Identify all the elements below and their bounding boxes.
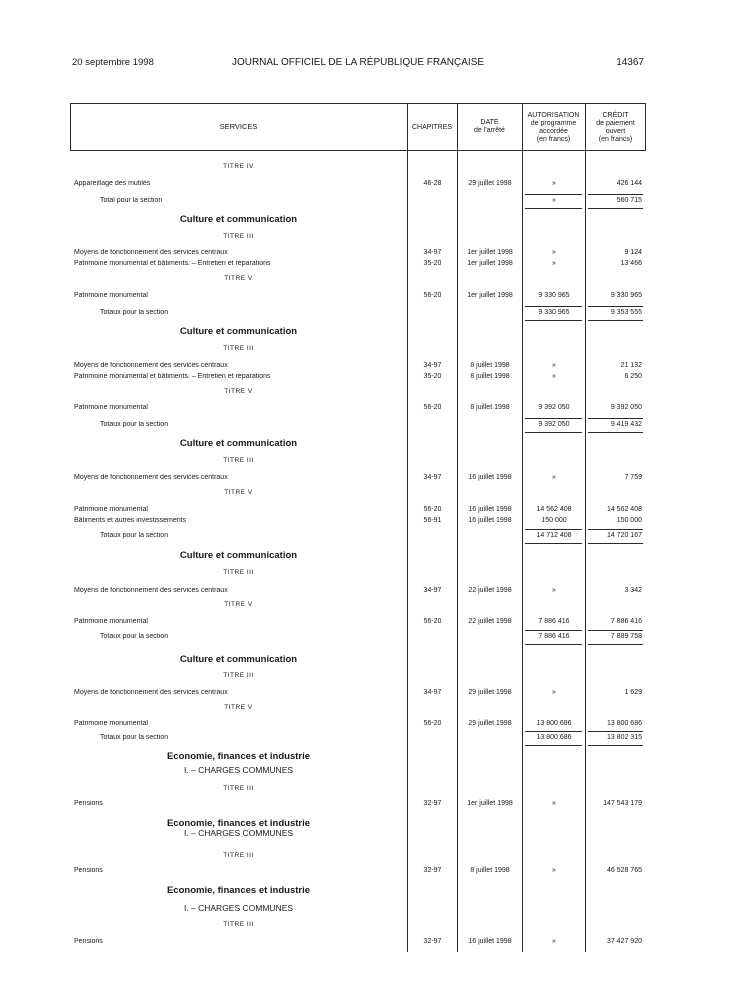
line-label <box>74 800 401 807</box>
autorisation-cell: 9 330 965 <box>538 309 570 316</box>
label-text: Patrimoine monumental <box>74 292 148 299</box>
label-text: Moyens de fonctionnement des services centraux <box>74 474 228 481</box>
section-title: Culture et communication <box>179 214 298 225</box>
autorisation-cell: » <box>552 373 556 380</box>
section-subtitle: I. – CHARGES COMMUNES <box>183 903 294 913</box>
date-cell: 8 juillet 1998 <box>470 362 510 369</box>
autorisation-cell: » <box>552 587 556 594</box>
credit-cell: 560 715 <box>616 197 642 204</box>
credit-cell: 9 353 555 <box>610 309 642 316</box>
total-label <box>100 633 401 640</box>
line-label <box>74 517 401 524</box>
amount-rule <box>588 320 643 321</box>
chapitre-cell: 35-20 <box>423 260 442 267</box>
label-text: Moyens de fonctionnement des services centraux <box>74 249 228 256</box>
amount-rule <box>525 731 582 732</box>
col-header-autorisation-line2: de programme <box>530 120 577 127</box>
table-top-border <box>70 103 646 104</box>
autorisation-cell: 9 392 050 <box>538 404 570 411</box>
credit-cell: 9 330 965 <box>610 292 642 299</box>
credit-cell: 13 466 <box>620 260 642 267</box>
credit-cell: 21 132 <box>620 362 642 369</box>
dot-leader <box>74 871 401 872</box>
chapitre-cell: 32-97 <box>423 938 442 945</box>
credit-cell: 13 800 686 <box>606 720 642 727</box>
credit-cell: 147 543 179 <box>603 800 642 807</box>
titre-heading: TITRE III <box>223 457 254 464</box>
section-subtitle: I. – CHARGES COMMUNES <box>183 828 294 838</box>
section-title: Culture et communication <box>179 326 298 337</box>
col-sep-credit <box>585 103 586 952</box>
line-label <box>74 362 401 369</box>
autorisation-cell: 14 712 408 <box>536 532 572 539</box>
credit-cell: 14 562 408 <box>606 506 642 513</box>
total-label <box>100 421 401 428</box>
credit-cell: 14 720 167 <box>606 532 642 539</box>
chapitre-cell: 34-97 <box>423 587 442 594</box>
autorisation-cell: 14 562 408 <box>536 506 572 513</box>
chapitre-cell: 34-97 <box>423 474 442 481</box>
titre-heading: TITRE IV <box>223 163 254 170</box>
amount-rule <box>525 306 582 307</box>
date-cell: 8 juillet 1998 <box>470 404 510 411</box>
section-title: Economie, finances et industrie <box>166 818 311 829</box>
chapitre-cell: 56-91 <box>423 517 442 524</box>
titre-heading: TITRE III <box>223 345 254 352</box>
label-text: Totaux pour la section <box>100 633 169 640</box>
amount-rule <box>588 630 643 631</box>
header-date: 20 septembre 1998 <box>72 57 154 68</box>
titre-heading: TITRE III <box>223 569 254 576</box>
date-cell: 8 juillet 1998 <box>470 867 510 874</box>
label-text: Moyens de fonctionnement des services centraux <box>74 587 228 594</box>
total-label <box>100 532 401 539</box>
autorisation-cell: » <box>552 249 556 256</box>
col-header-date <box>457 119 522 135</box>
credit-cell: 46 528 765 <box>606 867 642 874</box>
autorisation-cell: 13 800 686 <box>536 734 572 741</box>
label-text: Pensions <box>74 867 103 874</box>
col-header-credit-line3: ouvert <box>605 128 626 135</box>
autorisation-cell: » <box>552 800 556 807</box>
amount-rule <box>588 208 643 209</box>
autorisation-cell: 13 800 686 <box>536 720 572 727</box>
amount-rule <box>525 194 582 195</box>
credit-cell: 1 629 <box>624 689 642 696</box>
col-header-autorisation-line3: accordée <box>539 128 568 135</box>
line-label <box>74 474 401 481</box>
chapitre-cell: 56-20 <box>423 506 442 513</box>
credit-cell: 150 000 <box>616 517 642 524</box>
col-header-credit-line1: CRÉDIT <box>602 112 629 119</box>
date-cell: 16 juillet 1998 <box>468 474 512 481</box>
line-label <box>74 260 401 267</box>
titre-heading: TITRE III <box>223 785 254 792</box>
amount-rule <box>588 731 643 732</box>
amount-rule <box>588 644 643 645</box>
label-text: Moyens de fonctionnement des services centraux <box>74 689 228 696</box>
col-header-credit-line4: (en francs) <box>598 136 633 143</box>
col-sep-chapitres <box>407 103 408 952</box>
section-title: Economie, finances et industrie <box>166 885 311 896</box>
autorisation-cell: » <box>552 260 556 267</box>
amount-rule <box>588 306 643 307</box>
amount-rule <box>525 543 582 544</box>
autorisation-cell: » <box>552 474 556 481</box>
section-title: Culture et communication <box>179 438 298 449</box>
col-header-credit-line2: de paiement <box>596 120 635 127</box>
chapitre-cell: 56-20 <box>423 720 442 727</box>
total-label <box>100 197 401 204</box>
label-text: Total pour la section <box>100 197 163 204</box>
date-cell: 29 juillet 1998 <box>468 720 512 727</box>
line-label <box>74 689 401 696</box>
amount-rule <box>525 529 582 530</box>
titre-heading: TITRE III <box>223 233 254 240</box>
date-cell: 22 juillet 1998 <box>468 587 512 594</box>
line-label <box>74 249 401 256</box>
date-cell: 16 juillet 1998 <box>468 506 512 513</box>
chapitre-cell: 32-97 <box>423 800 442 807</box>
autorisation-cell: 9 330 965 <box>538 292 570 299</box>
chapitre-cell: 34-97 <box>423 689 442 696</box>
col-header-autorisation-line1: AUTORISATION <box>527 112 580 119</box>
label-text: Totaux pour la section <box>100 421 169 428</box>
chapitre-cell: 56-20 <box>423 404 442 411</box>
line-label <box>74 938 401 945</box>
credit-cell: 3 342 <box>624 587 642 594</box>
section-title: Culture et communication <box>179 550 298 561</box>
col-header-autorisation <box>522 112 585 144</box>
col-header-services: SERVICES <box>219 122 258 131</box>
chapitre-cell: 35-20 <box>423 373 442 380</box>
col-sep-date <box>457 103 458 952</box>
autorisation-cell: 7 886 416 <box>538 618 570 625</box>
credit-cell: 9 392 050 <box>610 404 642 411</box>
line-label <box>74 373 401 380</box>
amount-rule <box>588 745 643 746</box>
col-sep-autorisation <box>522 103 523 952</box>
label-text: Patrimoine monumental et bâtiments. – Entretien et réparations <box>74 260 271 267</box>
titre-heading: TITRE V <box>224 704 253 711</box>
label-text: Appareillage des mutilés <box>74 180 151 187</box>
line-label <box>74 587 401 594</box>
line-label <box>74 618 401 625</box>
amount-rule <box>588 432 643 433</box>
line-label <box>74 506 401 513</box>
credit-cell: 9 419 432 <box>610 421 642 428</box>
titre-heading: TITRE V <box>224 601 253 608</box>
dot-leader <box>74 804 401 805</box>
chapitre-cell: 34-97 <box>423 249 442 256</box>
line-label <box>74 867 401 874</box>
credit-cell: 7 886 416 <box>610 618 642 625</box>
label-text: Patrimoine monumental <box>74 506 148 513</box>
amount-rule <box>525 630 582 631</box>
header-page-number: 14367 <box>616 57 644 68</box>
date-cell: 1er juillet 1998 <box>467 249 513 256</box>
date-cell: 1er juillet 1998 <box>467 800 513 807</box>
titre-heading: TITRE III <box>223 852 254 859</box>
amount-rule <box>525 644 582 645</box>
label-text: Pensions <box>74 938 103 945</box>
credit-cell: 13 802 315 <box>606 734 642 741</box>
label-text: Patrimoine monumental <box>74 404 148 411</box>
autorisation-cell: 150 000 <box>541 517 567 524</box>
autorisation-cell: » <box>552 867 556 874</box>
label-text: Totaux pour la section <box>100 734 169 741</box>
titre-heading: TITRE III <box>223 921 254 928</box>
col-header-date-line1: DATE <box>480 119 499 126</box>
label-text: Moyens de fonctionnement des services centraux <box>74 362 228 369</box>
date-cell: 16 juillet 1998 <box>468 517 512 524</box>
autorisation-cell: » <box>552 689 556 696</box>
date-cell: 22 juillet 1998 <box>468 618 512 625</box>
col-header-date-line2: de l'arrêté <box>474 127 505 134</box>
total-label <box>100 734 401 741</box>
col-header-chapitres: CHAPITRES <box>411 124 453 131</box>
dot-leader <box>74 942 401 943</box>
line-label <box>74 180 401 187</box>
amount-rule <box>588 543 643 544</box>
credits-table <box>70 103 646 952</box>
label-text: Pensions <box>74 800 103 807</box>
date-cell: 8 juillet 1998 <box>470 373 510 380</box>
col-header-autorisation-line4: (en francs) <box>536 136 571 143</box>
amount-rule <box>525 432 582 433</box>
amount-rule <box>588 194 643 195</box>
chapitre-cell: 34-97 <box>423 362 442 369</box>
credit-cell: 37 427 920 <box>606 938 642 945</box>
titre-heading: TITRE V <box>224 388 253 395</box>
date-cell: 29 juillet 1998 <box>468 689 512 696</box>
col-header-credit <box>585 112 646 144</box>
date-cell: 1er juillet 1998 <box>467 260 513 267</box>
label-text: Totaux pour la section <box>100 532 169 539</box>
titre-heading: TITRE V <box>224 489 253 496</box>
autorisation-cell: » <box>552 197 556 204</box>
chapitre-cell: 32-97 <box>423 867 442 874</box>
titre-heading: TITRE III <box>223 672 254 679</box>
autorisation-cell: » <box>552 362 556 369</box>
label-text: Patrimoine monumental et bâtiments. – Entretien et réparations <box>74 373 271 380</box>
chapitre-cell: 56-20 <box>423 292 442 299</box>
amount-rule <box>525 418 582 419</box>
credit-cell: 7 759 <box>624 474 642 481</box>
line-label <box>74 404 401 411</box>
credit-cell: 6 250 <box>624 373 642 380</box>
label-text: Totaux pour la section <box>100 309 169 316</box>
total-label <box>100 309 401 316</box>
amount-rule <box>525 745 582 746</box>
credit-cell: 426 144 <box>616 180 642 187</box>
line-label <box>74 292 401 299</box>
section-subtitle: I. – CHARGES COMMUNES <box>183 765 294 775</box>
section-title: Economie, finances et industrie <box>166 751 311 762</box>
autorisation-cell: » <box>552 180 556 187</box>
autorisation-cell: » <box>552 938 556 945</box>
date-cell: 16 juillet 1998 <box>468 938 512 945</box>
date-cell: 1er juillet 1998 <box>467 292 513 299</box>
line-label <box>74 720 401 727</box>
titre-heading: TITRE V <box>224 275 253 282</box>
amount-rule <box>525 320 582 321</box>
autorisation-cell: 9 392 050 <box>538 421 570 428</box>
amount-rule <box>588 418 643 419</box>
page-header <box>72 57 644 71</box>
header-title: JOURNAL OFFICIEL DE LA RÉPUBLIQUE FRANÇAISE <box>231 57 485 68</box>
credit-cell: 9 124 <box>624 249 642 256</box>
table-header-bottom-border <box>70 150 646 151</box>
date-cell: 29 juillet 1998 <box>468 180 512 187</box>
amount-rule <box>588 529 643 530</box>
label-text: Bâtiments et autres investissements <box>74 517 187 524</box>
chapitre-cell: 56-20 <box>423 618 442 625</box>
chapitre-cell: 46-28 <box>423 180 442 187</box>
autorisation-cell: 7 886 416 <box>538 633 570 640</box>
label-text: Patrimoine monumental <box>74 720 148 727</box>
credit-cell: 7 889 758 <box>610 633 642 640</box>
amount-rule <box>525 208 582 209</box>
section-title: Culture et communication <box>179 654 298 665</box>
label-text: Patrimoine monumental <box>74 618 148 625</box>
